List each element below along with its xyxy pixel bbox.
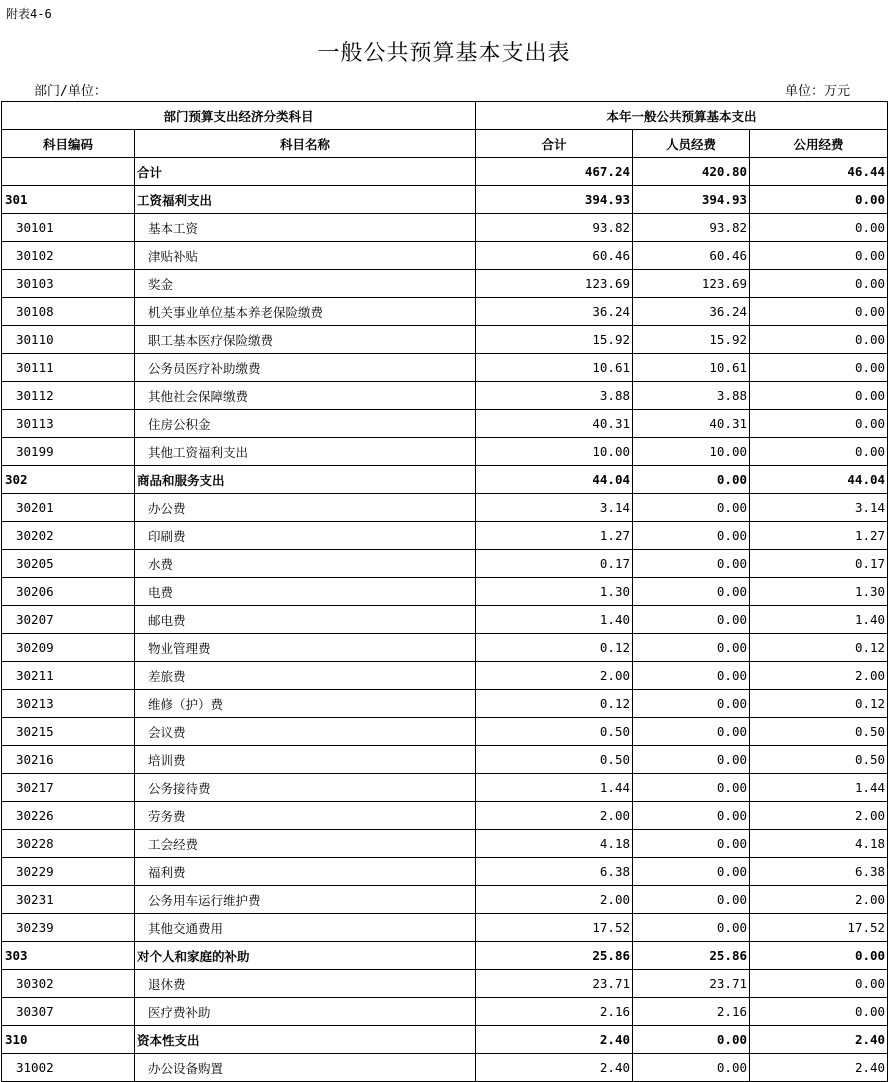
table-row (2, 382, 888, 410)
table-row (2, 858, 888, 886)
row-personnel: 2.16 (633, 998, 750, 1026)
row-total: 0.12 (476, 690, 633, 718)
row-public: 3.14 (750, 494, 888, 522)
row-public: 0.00 (750, 298, 888, 326)
row-name: 住房公积金 (135, 410, 476, 438)
row-personnel: 0.00 (633, 830, 750, 858)
row-code: 30103 (2, 270, 135, 298)
row-public: 2.00 (750, 886, 888, 914)
row-total: 394.93 (476, 186, 633, 214)
row-public: 0.00 (750, 942, 888, 970)
row-public: 1.27 (750, 522, 888, 550)
row-name: 基本工资 (135, 214, 476, 242)
table-row (2, 718, 888, 746)
row-personnel: 0.00 (633, 494, 750, 522)
header-group-row (2, 102, 888, 130)
row-name: 会议费 (135, 718, 476, 746)
row-code: 30101 (2, 214, 135, 242)
table-row (2, 438, 888, 466)
row-code: 30216 (2, 746, 135, 774)
row-total: 25.86 (476, 942, 633, 970)
row-public: 0.00 (750, 970, 888, 998)
row-personnel: 0.00 (633, 802, 750, 830)
row-total: 6.38 (476, 858, 633, 886)
row-total: 15.92 (476, 326, 633, 354)
row-name: 对个人和家庭的补助 (135, 942, 476, 970)
budget-table-body (2, 102, 888, 1082)
table-row (2, 298, 888, 326)
row-name: 机关事业单位基本养老保险缴费 (135, 298, 476, 326)
row-public: 0.00 (750, 438, 888, 466)
row-personnel: 3.88 (633, 382, 750, 410)
table-row (2, 242, 888, 270)
row-name: 工会经费 (135, 830, 476, 858)
row-personnel: 0.00 (633, 914, 750, 942)
row-personnel: 0.00 (633, 746, 750, 774)
row-total: 44.04 (476, 466, 633, 494)
row-code: 301 (2, 186, 135, 214)
row-code: 30209 (2, 634, 135, 662)
row-name: 其他交通费用 (135, 914, 476, 942)
row-name: 公务接待费 (135, 774, 476, 802)
row-name: 印刷费 (135, 522, 476, 550)
row-code: 302 (2, 466, 135, 494)
row-public: 0.12 (750, 634, 888, 662)
row-code: 30211 (2, 662, 135, 690)
row-personnel: 10.61 (633, 354, 750, 382)
row-personnel: 0.00 (633, 606, 750, 634)
row-personnel: 0.00 (633, 550, 750, 578)
row-personnel: 420.80 (633, 158, 750, 186)
row-personnel: 0.00 (633, 690, 750, 718)
table-row (2, 494, 888, 522)
row-total: 2.40 (476, 1026, 633, 1054)
row-total: 2.40 (476, 1054, 633, 1082)
row-public: 2.40 (750, 1054, 888, 1082)
row-total: 2.16 (476, 998, 633, 1026)
row-total: 40.31 (476, 410, 633, 438)
row-public: 0.00 (750, 186, 888, 214)
row-personnel: 123.69 (633, 270, 750, 298)
row-name: 办公费 (135, 494, 476, 522)
row-name: 差旅费 (135, 662, 476, 690)
row-total: 0.50 (476, 746, 633, 774)
table-row (2, 746, 888, 774)
row-name: 津贴补贴 (135, 242, 476, 270)
row-total: 93.82 (476, 214, 633, 242)
table-row (2, 522, 888, 550)
row-total: 2.00 (476, 662, 633, 690)
row-total: 10.00 (476, 438, 633, 466)
row-name: 电费 (135, 578, 476, 606)
row-public: 2.00 (750, 662, 888, 690)
table-row (2, 830, 888, 858)
row-personnel: 25.86 (633, 942, 750, 970)
row-total: 1.30 (476, 578, 633, 606)
table-row (2, 914, 888, 942)
row-personnel: 60.46 (633, 242, 750, 270)
row-name: 合计 (135, 158, 476, 186)
row-public: 1.44 (750, 774, 888, 802)
row-name: 其他社会保障缴费 (135, 382, 476, 410)
row-personnel: 93.82 (633, 214, 750, 242)
row-code: 303 (2, 942, 135, 970)
row-total: 60.46 (476, 242, 633, 270)
row-code: 31002 (2, 1054, 135, 1082)
row-personnel: 0.00 (633, 718, 750, 746)
row-code: 30228 (2, 830, 135, 858)
row-name: 公务用车运行维护费 (135, 886, 476, 914)
row-total: 36.24 (476, 298, 633, 326)
table-row-category (2, 1026, 888, 1054)
row-name: 公务员医疗补助缴费 (135, 354, 476, 382)
row-public: 2.40 (750, 1026, 888, 1054)
row-total: 10.61 (476, 354, 633, 382)
table-row (2, 802, 888, 830)
row-personnel: 36.24 (633, 298, 750, 326)
table-row (2, 606, 888, 634)
table-row (2, 690, 888, 718)
row-public: 1.40 (750, 606, 888, 634)
row-name: 福利费 (135, 858, 476, 886)
header-personnel: 人员经费 (633, 130, 750, 158)
row-personnel: 0.00 (633, 1054, 750, 1082)
row-name: 医疗费补助 (135, 998, 476, 1026)
row-public: 17.52 (750, 914, 888, 942)
row-total: 467.24 (476, 158, 633, 186)
row-code: 30112 (2, 382, 135, 410)
row-personnel: 394.93 (633, 186, 750, 214)
table-row (2, 1054, 888, 1082)
row-total: 1.44 (476, 774, 633, 802)
table-row (2, 774, 888, 802)
table-row (2, 634, 888, 662)
row-total: 0.17 (476, 550, 633, 578)
table-row (2, 578, 888, 606)
row-code: 30111 (2, 354, 135, 382)
row-personnel: 0.00 (633, 1026, 750, 1054)
row-name: 商品和服务支出 (135, 466, 476, 494)
row-total: 2.00 (476, 886, 633, 914)
row-public: 46.44 (750, 158, 888, 186)
row-personnel: 0.00 (633, 578, 750, 606)
row-name: 物业管理费 (135, 634, 476, 662)
header-total: 合计 (476, 130, 633, 158)
row-total: 0.50 (476, 718, 633, 746)
row-name: 培训费 (135, 746, 476, 774)
row-public: 2.00 (750, 802, 888, 830)
row-code: 30307 (2, 998, 135, 1026)
row-name: 退休费 (135, 970, 476, 998)
table-row-category (2, 186, 888, 214)
row-code: 310 (2, 1026, 135, 1054)
row-code: 30231 (2, 886, 135, 914)
row-public: 0.00 (750, 410, 888, 438)
row-code: 30113 (2, 410, 135, 438)
header-right-group: 本年一般公共预算基本支出 (476, 102, 888, 130)
row-public: 0.00 (750, 998, 888, 1026)
row-total: 1.27 (476, 522, 633, 550)
row-public: 0.12 (750, 690, 888, 718)
header-code: 科目编码 (2, 130, 135, 158)
row-total: 3.88 (476, 382, 633, 410)
row-code: 30239 (2, 914, 135, 942)
row-code: 30199 (2, 438, 135, 466)
table-row (2, 270, 888, 298)
header-left-group: 部门预算支出经济分类科目 (2, 102, 476, 130)
row-public: 0.00 (750, 326, 888, 354)
row-personnel: 0.00 (633, 886, 750, 914)
table-row (2, 410, 888, 438)
row-personnel: 0.00 (633, 466, 750, 494)
row-code: 30202 (2, 522, 135, 550)
row-public: 0.50 (750, 718, 888, 746)
table-row (2, 550, 888, 578)
row-public: 0.00 (750, 214, 888, 242)
row-public: 0.00 (750, 270, 888, 298)
row-name: 水费 (135, 550, 476, 578)
row-total: 0.12 (476, 634, 633, 662)
row-public: 1.30 (750, 578, 888, 606)
row-public: 0.00 (750, 382, 888, 410)
row-personnel: 0.00 (633, 858, 750, 886)
row-code: 30205 (2, 550, 135, 578)
row-code: 30207 (2, 606, 135, 634)
row-personnel: 23.71 (633, 970, 750, 998)
row-code (2, 158, 135, 186)
page-title: 一般公共预算基本支出表 (317, 41, 571, 66)
header-column-row (2, 130, 888, 158)
row-name: 劳务费 (135, 802, 476, 830)
row-total: 2.00 (476, 802, 633, 830)
department-label: 部门/单位： (34, 84, 107, 99)
row-code: 30217 (2, 774, 135, 802)
row-total: 123.69 (476, 270, 633, 298)
table-row-total (2, 158, 888, 186)
row-total: 3.14 (476, 494, 633, 522)
row-code: 30302 (2, 970, 135, 998)
row-code: 30229 (2, 858, 135, 886)
row-name: 维修（护）费 (135, 690, 476, 718)
row-code: 30215 (2, 718, 135, 746)
table-row (2, 354, 888, 382)
annex-label: 附表4-6 (6, 7, 52, 21)
row-name: 职工基本医疗保险缴费 (135, 326, 476, 354)
budget-table (1, 101, 888, 1082)
row-name: 工资福利支出 (135, 186, 476, 214)
header-public: 公用经费 (750, 130, 888, 158)
row-name: 其他工资福利支出 (135, 438, 476, 466)
unit-label: 单位：万元 (784, 84, 850, 99)
row-name: 资本性支出 (135, 1026, 476, 1054)
row-code: 30108 (2, 298, 135, 326)
table-row (2, 970, 888, 998)
row-name: 邮电费 (135, 606, 476, 634)
header-name: 科目名称 (135, 130, 476, 158)
table-row-category (2, 942, 888, 970)
row-public: 4.18 (750, 830, 888, 858)
row-code: 30201 (2, 494, 135, 522)
row-public: 0.17 (750, 550, 888, 578)
row-public: 6.38 (750, 858, 888, 886)
row-code: 30102 (2, 242, 135, 270)
row-name: 奖金 (135, 270, 476, 298)
row-name: 办公设备购置 (135, 1054, 476, 1082)
row-personnel: 10.00 (633, 438, 750, 466)
row-total: 17.52 (476, 914, 633, 942)
row-public: 0.00 (750, 354, 888, 382)
table-row-category (2, 466, 888, 494)
row-personnel: 40.31 (633, 410, 750, 438)
row-personnel: 0.00 (633, 522, 750, 550)
row-personnel: 0.00 (633, 634, 750, 662)
table-row (2, 886, 888, 914)
row-code: 30226 (2, 802, 135, 830)
row-total: 1.40 (476, 606, 633, 634)
row-public: 44.04 (750, 466, 888, 494)
row-code: 30206 (2, 578, 135, 606)
row-total: 23.71 (476, 970, 633, 998)
row-personnel: 0.00 (633, 662, 750, 690)
table-row (2, 326, 888, 354)
table-row (2, 662, 888, 690)
row-code: 30110 (2, 326, 135, 354)
row-personnel: 15.92 (633, 326, 750, 354)
row-public: 0.00 (750, 242, 888, 270)
row-public: 0.50 (750, 746, 888, 774)
table-row (2, 998, 888, 1026)
row-total: 4.18 (476, 830, 633, 858)
row-code: 30213 (2, 690, 135, 718)
table-row (2, 214, 888, 242)
row-personnel: 0.00 (633, 774, 750, 802)
